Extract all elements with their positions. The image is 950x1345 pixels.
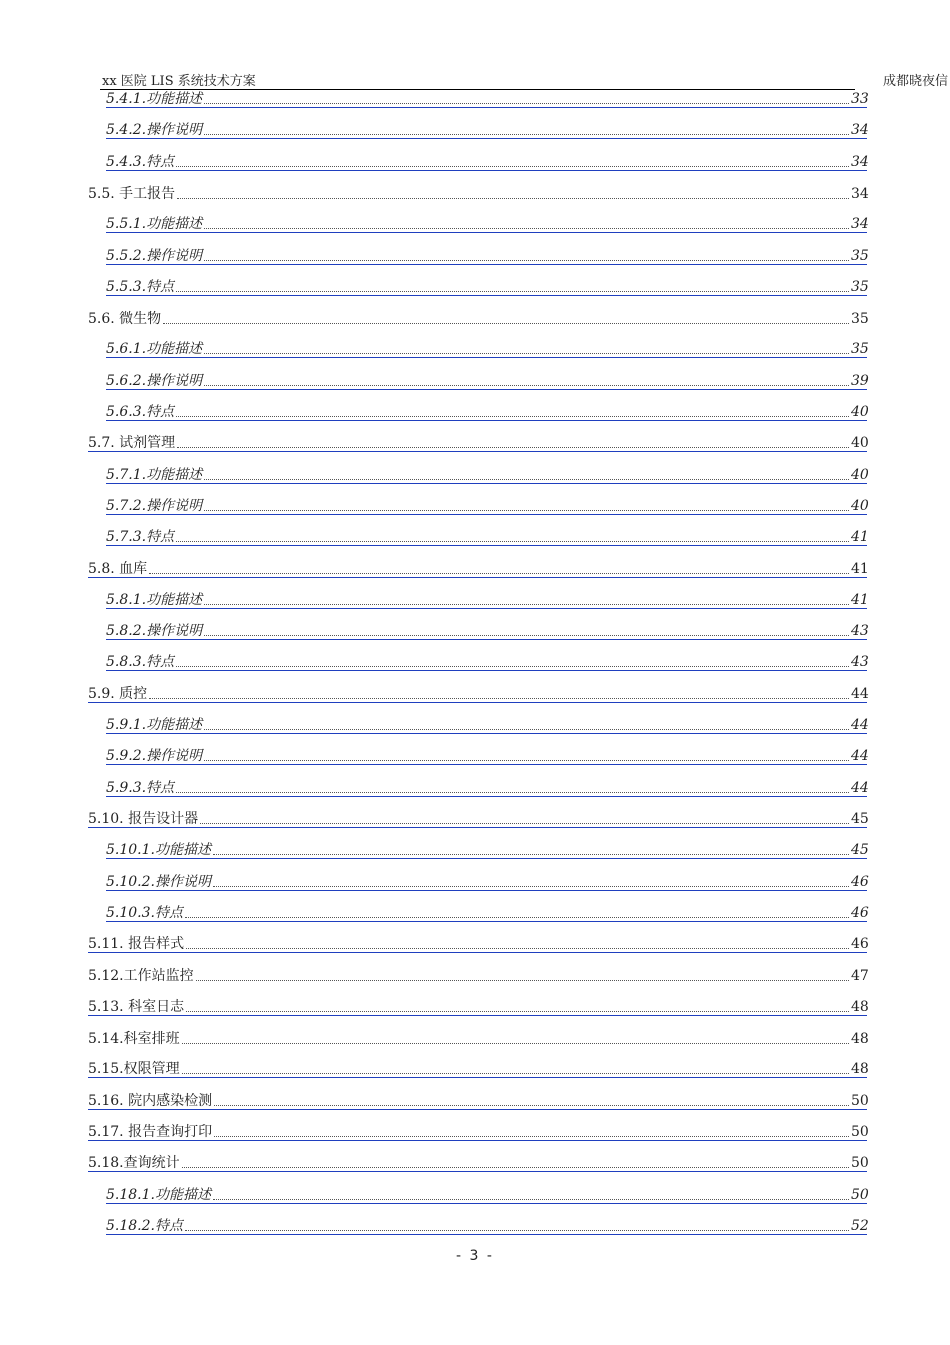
toc-entry[interactable] — [88, 1058, 867, 1078]
toc-entry-label: 5.7.2.操作说明 — [106, 497, 203, 514]
toc-entry-label: 5.18.查询统计 — [88, 1155, 180, 1172]
toc-entry[interactable] — [88, 307, 867, 327]
toc-entry-page: 44 — [851, 748, 869, 765]
toc-entry[interactable] — [106, 526, 867, 546]
toc-entry-label: 5.18.1.功能描述 — [106, 1186, 211, 1203]
toc-entry-label: 5.10.2.操作说明 — [106, 873, 211, 890]
toc-entry-page: 45 — [851, 842, 869, 859]
toc-entry-page: 35 — [851, 341, 869, 358]
toc-entry-label: 5.4.3.特点 — [106, 153, 175, 170]
toc-entry-label: 5.18.2.特点 — [106, 1217, 183, 1234]
toc-entry-label: 5.4.2.操作说明 — [106, 122, 203, 139]
toc-entry-label: 5.10.1.功能描述 — [106, 842, 211, 859]
toc-entry-page: 34 — [851, 216, 869, 233]
company-name: 成都晓夜信 — [883, 74, 949, 89]
toc-entry-label: 5.4.1.功能描述 — [106, 91, 203, 107]
toc-dot-leader — [149, 698, 849, 699]
toc-entry-page: 44 — [851, 717, 869, 733]
toc-dot-leader — [176, 166, 849, 167]
toc-entry[interactable] — [106, 1184, 867, 1204]
toc-entry-page: 35 — [851, 278, 869, 295]
toc-entry[interactable] — [106, 464, 867, 484]
toc-entry-label: 5.10. 报告设计器 — [88, 810, 199, 827]
toc-entry-page: 34 — [851, 153, 869, 170]
toc-entry-label: 5.9. 质控 — [88, 685, 148, 702]
toc-entry[interactable] — [106, 401, 867, 421]
toc-dot-leader — [214, 1136, 849, 1137]
toc-entry-page: 44 — [851, 685, 869, 702]
toc-dot-leader — [204, 760, 849, 761]
toc-entry-page: 43 — [851, 654, 869, 671]
toc-entry-label: 5.7.3.特点 — [106, 529, 175, 546]
toc-entry-label: 5.6. 微生物 — [88, 311, 162, 328]
toc-entry[interactable] — [106, 1215, 867, 1235]
toc-entry-page: 46 — [851, 873, 869, 890]
toc-dot-leader — [196, 980, 849, 981]
toc-dot-leader — [176, 541, 849, 542]
toc-entry-label: 5.5. 手工报告 — [88, 185, 176, 202]
toc-entry-page: 40 — [851, 466, 869, 483]
toc-entry-label: 5.9.2.操作说明 — [106, 748, 203, 765]
toc-entry-label: 5.6.3.特点 — [106, 404, 175, 420]
toc-entry-page: 35 — [851, 247, 869, 264]
toc-entry-label: 5.7.1.功能描述 — [106, 466, 203, 483]
toc-entry-page: 39 — [851, 372, 869, 389]
toc-dot-leader — [204, 604, 849, 605]
toc-dot-leader — [204, 479, 849, 480]
toc-entry-label: 5.8.1.功能描述 — [106, 591, 203, 608]
toc-entry-page: 47 — [851, 968, 869, 985]
toc-dot-leader — [204, 260, 849, 261]
toc-entry[interactable] — [106, 338, 867, 358]
toc-entry[interactable] — [106, 151, 867, 171]
toc-dot-leader — [204, 510, 849, 511]
toc-entry[interactable] — [88, 1090, 867, 1110]
toc-entry-page: 50 — [851, 1092, 869, 1109]
toc-entry[interactable] — [106, 88, 867, 108]
toc-entry-page: 48 — [851, 1061, 869, 1078]
toc-dot-leader — [182, 1167, 849, 1168]
toc-entry[interactable] — [106, 370, 867, 390]
toc-entry[interactable] — [88, 182, 867, 202]
toc-entry-page: 40 — [851, 404, 869, 420]
document-title: xx 医院 LIS 系统技术方案 — [102, 74, 256, 89]
toc-entry-label: 5.5.3.特点 — [106, 278, 175, 295]
toc-entry[interactable] — [106, 589, 867, 609]
toc-entry[interactable] — [88, 808, 867, 828]
toc-entry-page: 50 — [851, 1155, 869, 1172]
toc-dot-leader — [204, 635, 849, 636]
toc-entry[interactable] — [106, 902, 867, 922]
toc-entry-page: 46 — [851, 936, 869, 953]
toc-entry-label: 5.15.权限管理 — [88, 1061, 180, 1078]
toc-dot-leader — [177, 447, 849, 448]
toc-dot-leader — [213, 854, 849, 855]
toc-dot-leader — [213, 1199, 849, 1200]
toc-entry[interactable] — [106, 871, 867, 891]
toc-dot-leader — [185, 1230, 849, 1231]
toc-entry[interactable] — [106, 245, 867, 265]
toc-entry-page: 48 — [851, 998, 869, 1015]
toc-entry-label: 5.5.2.操作说明 — [106, 247, 203, 264]
toc-entry-label: 5.12.工作站监控 — [88, 968, 194, 985]
toc-entry-label: 5.8. 血库 — [88, 560, 148, 577]
toc-entry[interactable] — [106, 213, 867, 233]
toc-dot-leader — [186, 948, 849, 949]
toc-entry-page: 50 — [851, 1186, 869, 1203]
toc-entry-page: 34 — [851, 185, 869, 202]
toc-dot-leader — [214, 1105, 849, 1106]
toc-entry[interactable] — [106, 839, 867, 859]
toc-entry-page: 48 — [851, 1031, 869, 1047]
toc-entry-page: 34 — [851, 122, 869, 139]
toc-entry-page: 40 — [851, 435, 869, 452]
toc-entry-page: 40 — [851, 497, 869, 514]
toc-entry[interactable] — [88, 1152, 867, 1172]
toc-entry[interactable] — [88, 1027, 867, 1047]
toc-entry[interactable] — [106, 714, 867, 734]
toc-entry-label: 5.7. 试剂管理 — [88, 435, 176, 452]
toc-entry[interactable] — [88, 432, 867, 452]
toc-dot-leader — [204, 103, 849, 104]
toc-dot-leader — [204, 228, 849, 229]
toc-entry-label: 5.11. 报告样式 — [88, 936, 185, 953]
toc-dot-leader — [176, 666, 849, 667]
toc-dot-leader — [186, 1011, 849, 1012]
toc-entry[interactable] — [88, 964, 867, 984]
toc-entry-label: 5.10.3.特点 — [106, 904, 183, 921]
toc-entry[interactable] — [106, 119, 867, 139]
toc-entry-page: 50 — [851, 1123, 869, 1140]
toc-dot-leader — [204, 134, 849, 135]
toc-entry-page: 45 — [851, 810, 869, 827]
toc-entry-label: 5.14.科室排班 — [88, 1031, 180, 1047]
toc-entry[interactable] — [88, 683, 867, 703]
toc-dot-leader — [185, 917, 849, 918]
toc-entry[interactable] — [88, 996, 867, 1016]
toc-entry-page: 44 — [851, 779, 869, 796]
toc-entry-label: 5.9.3.特点 — [106, 779, 175, 796]
toc-entry-label: 5.17. 报告查询打印 — [88, 1123, 213, 1140]
toc-entry-label: 5.13. 科室日志 — [88, 998, 185, 1015]
page-number: - 3 - — [456, 1248, 494, 1264]
toc-entry-label: 5.16. 院内感染检测 — [88, 1092, 213, 1109]
toc-entry-label: 5.8.2.操作说明 — [106, 623, 203, 640]
toc-entry[interactable] — [106, 777, 867, 797]
toc-dot-leader — [213, 886, 849, 887]
toc-dot-leader — [200, 823, 849, 824]
toc-dot-leader — [176, 291, 849, 292]
toc-dot-leader — [163, 323, 849, 324]
toc-entry[interactable] — [88, 1121, 867, 1141]
toc-entry-page: 41 — [851, 529, 869, 546]
toc-entry-label: 5.8.3.特点 — [106, 654, 175, 671]
toc-entry-page: 41 — [851, 560, 869, 577]
toc-entry-label: 5.6.1.功能描述 — [106, 341, 203, 358]
toc-dot-leader — [182, 1043, 849, 1044]
toc-entry-page: 43 — [851, 623, 869, 640]
toc-entry-page: 33 — [851, 91, 869, 107]
toc-entry[interactable] — [88, 558, 867, 578]
toc-dot-leader — [204, 385, 849, 386]
toc-dot-leader — [176, 792, 849, 793]
toc-entry-page: 46 — [851, 904, 869, 921]
toc-entry-page: 41 — [851, 591, 869, 608]
toc-dot-leader — [204, 353, 849, 354]
toc-dot-leader — [177, 198, 849, 199]
toc-dot-leader — [176, 416, 849, 417]
toc-entry-label: 5.6.2.操作说明 — [106, 372, 203, 389]
toc-entry-label: 5.9.1.功能描述 — [106, 717, 203, 733]
toc-entry[interactable] — [106, 620, 867, 640]
toc-dot-leader — [182, 1073, 849, 1074]
toc-entry-label: 5.5.1.功能描述 — [106, 216, 203, 233]
toc-entry-page: 35 — [851, 311, 869, 328]
toc-entry-page: 52 — [851, 1217, 869, 1234]
toc-entry[interactable] — [106, 651, 867, 671]
toc-entry[interactable] — [106, 495, 867, 515]
toc-entry[interactable] — [106, 276, 867, 296]
toc-dot-leader — [204, 729, 849, 730]
toc-entry[interactable] — [106, 745, 867, 765]
toc-dot-leader — [149, 573, 849, 574]
toc-entry[interactable] — [88, 933, 867, 953]
